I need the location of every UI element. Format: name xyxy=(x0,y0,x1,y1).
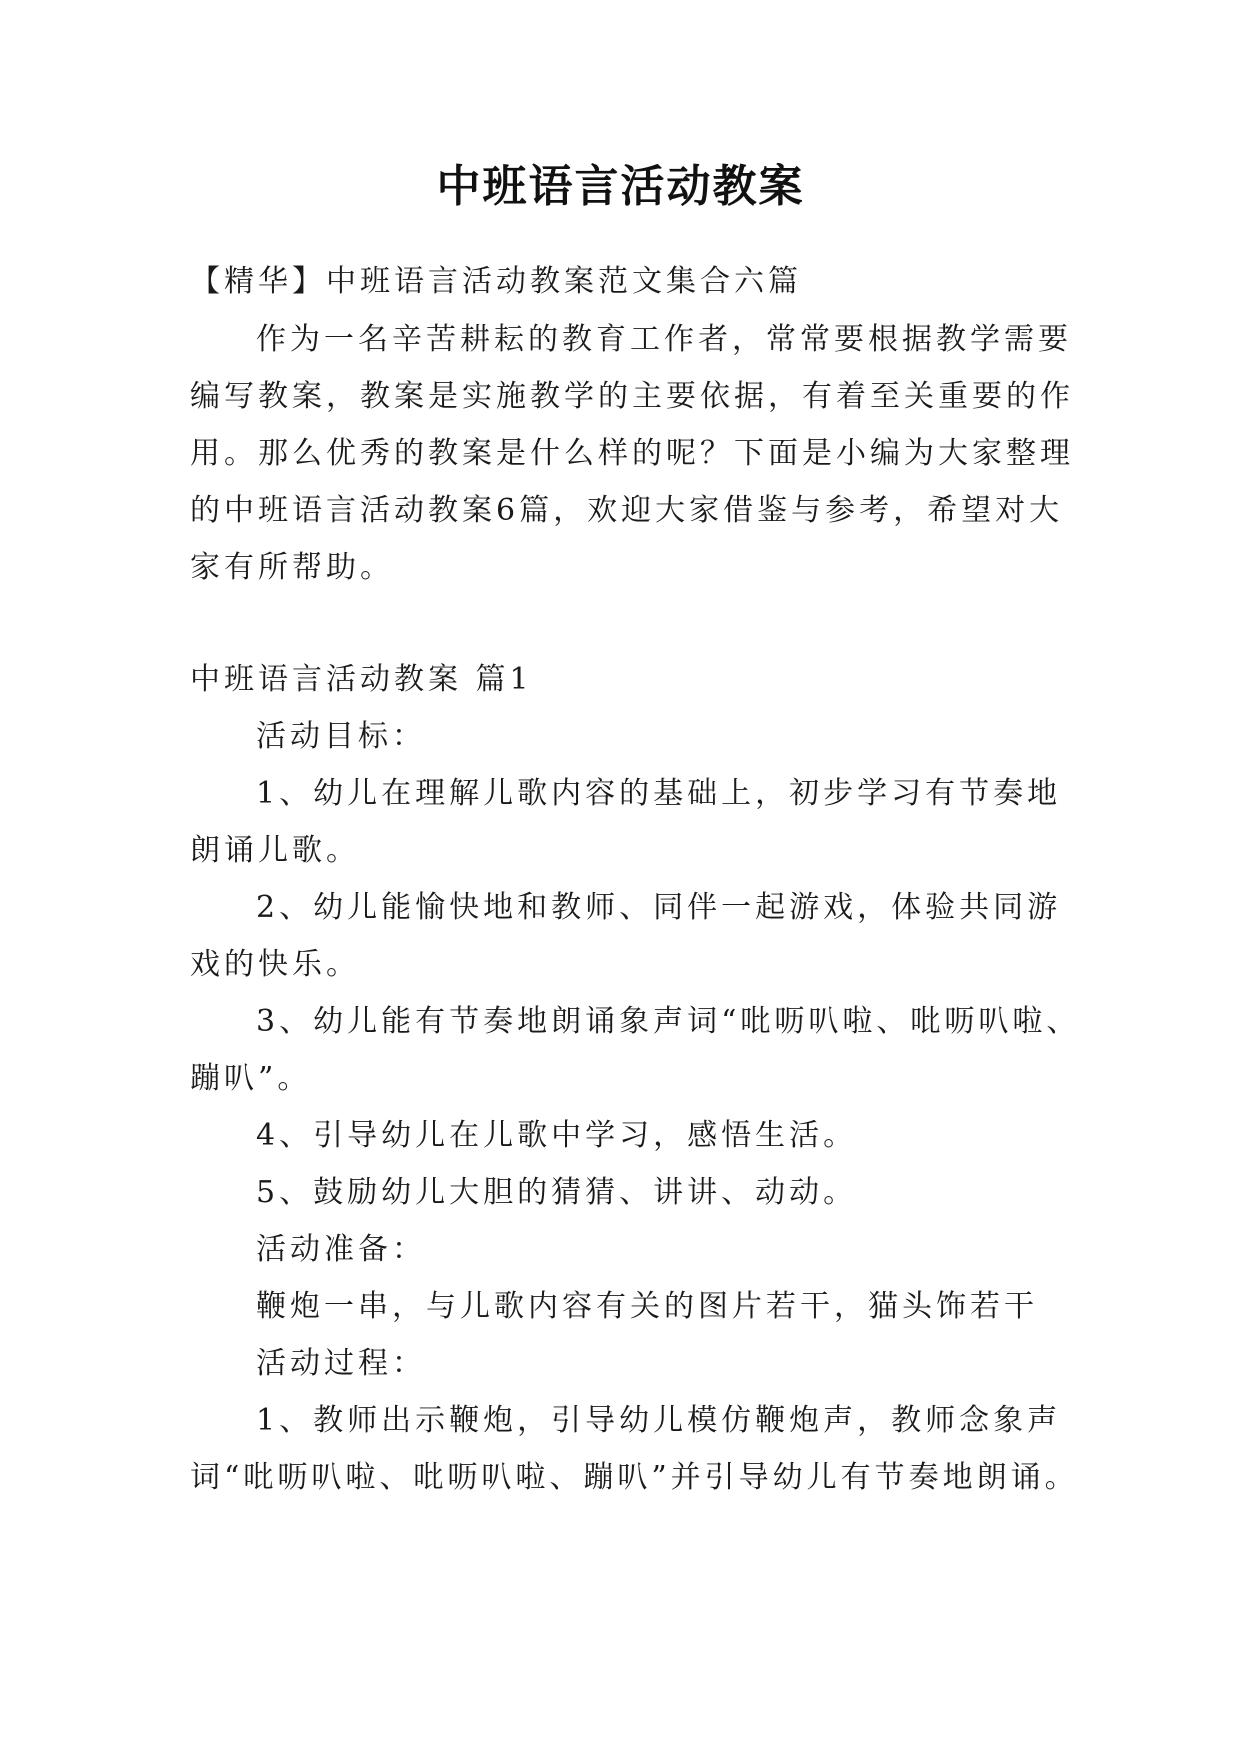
prep-label: 活动准备： xyxy=(256,1232,426,1267)
goal-line: 蹦叭”。 xyxy=(190,1061,312,1096)
prep-line: 鞭炮一串，与儿歌内容有关的图片若干，猫头饰若干 xyxy=(256,1289,1038,1324)
goal-line: 4、引导幼儿在儿歌中学习，感悟生活。 xyxy=(256,1118,858,1153)
document-subtitle: 【精华】中班语言活动教案范文集合六篇 xyxy=(190,264,802,299)
intro-line: 作为一名辛苦耕耘的教育工作者，常常要根据教学需要 xyxy=(256,322,1072,357)
section-heading: 中班语言活动教案 篇1 xyxy=(190,662,533,697)
goal-line: 1、幼儿在理解儿歌内容的基础上，初步学习有节奏地 xyxy=(256,776,1062,811)
goal-line: 朗诵儿歌。 xyxy=(190,833,360,868)
intro-line: 家有所帮助。 xyxy=(190,550,394,585)
process-line: 词“吡呖叭啦、吡呖叭啦、蹦叭”并引导幼儿有节奏地朗诵。 xyxy=(190,1460,1079,1495)
goal-line: 2、幼儿能愉快地和教师、同伴一起游戏，体验共同游 xyxy=(256,890,1062,925)
document-title: 中班语言活动教案 xyxy=(436,161,805,212)
intro-line: 编写教案，教案是实施教学的主要依据，有着至关重要的作 xyxy=(190,379,1074,414)
goal-line: 戏的快乐。 xyxy=(190,947,360,982)
process-label: 活动过程： xyxy=(256,1346,426,1381)
goal-line: 3、幼儿能有节奏地朗诵象声词“吡呖叭啦、吡呖叭啦、 xyxy=(256,1004,1081,1039)
process-line: 1、教师出示鞭炮，引导幼儿模仿鞭炮声，教师念象声 xyxy=(256,1403,1062,1438)
goals-label: 活动目标： xyxy=(256,719,426,754)
intro-line: 的中班语言活动教案6篇，欢迎大家借鉴与参考，希望对大 xyxy=(190,493,1064,528)
intro-line: 用。那么优秀的教案是什么样的呢？下面是小编为大家整理 xyxy=(190,436,1074,471)
goal-line: 5、鼓励幼儿大胆的猜猜、讲讲、动动。 xyxy=(256,1175,858,1210)
